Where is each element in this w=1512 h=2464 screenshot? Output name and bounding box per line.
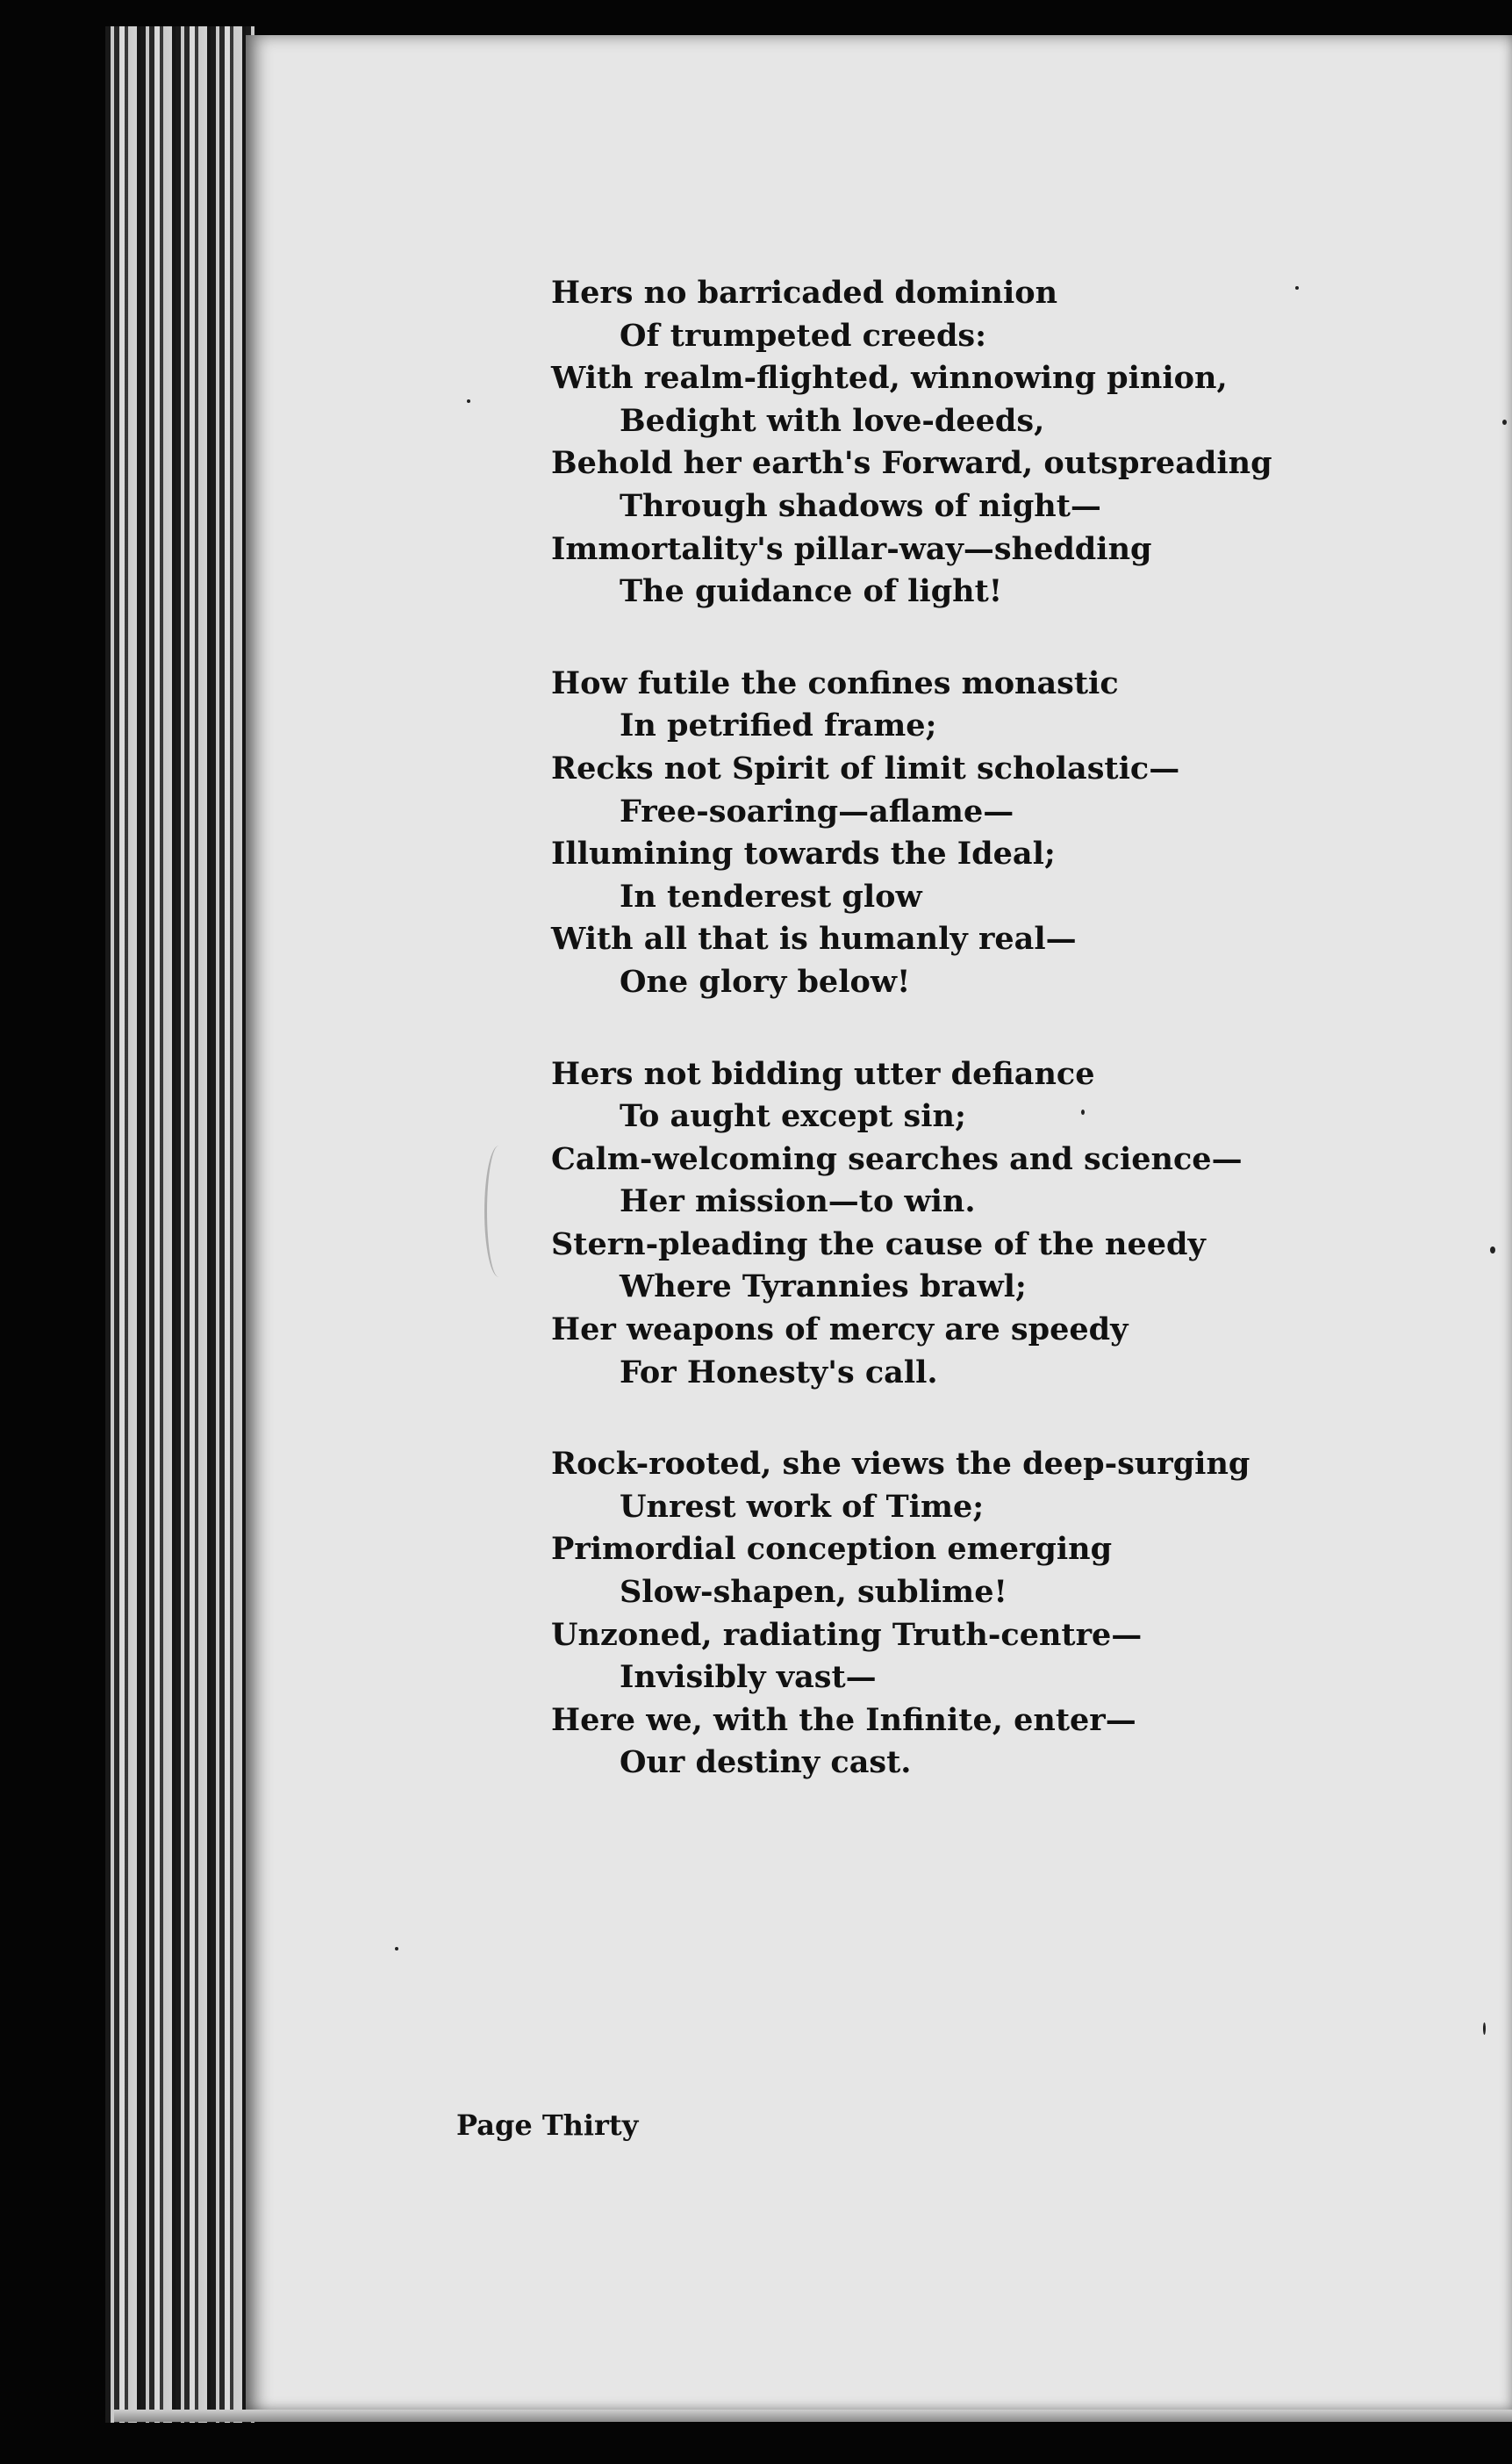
poem-line: Immortality's pillar-way—shedding — [551, 530, 1152, 567]
poem-line: Illumining towards the Ideal; — [551, 836, 1056, 873]
poem-line: Unrest work of Time; — [620, 1488, 985, 1525]
poem-line: Stern-pleading the cause of the needy — [551, 1225, 1206, 1262]
poem-line: Where Tyrannies brawl; — [620, 1268, 1027, 1305]
poem-line: Of trumpeted creeds: — [620, 317, 987, 354]
poem-line: The guidance of light! — [620, 573, 1003, 610]
poem-line: Free-soaring—aflame— — [620, 793, 1014, 830]
poem-line: Hers not bidding utter defiance — [551, 1055, 1095, 1092]
poem-line: Recks not Spirit of limit scholastic— — [551, 750, 1180, 787]
poem-line: Rock-rooted, she views the deep-surging — [551, 1446, 1250, 1483]
poem-line: One glory below! — [620, 963, 911, 1000]
scan-speck — [1483, 2022, 1486, 2035]
poem-line: How futile the confines monastic — [551, 664, 1119, 701]
poem-line: Our destiny cast. — [620, 1744, 912, 1781]
poem-line: For Honesty's call. — [620, 1354, 938, 1390]
poem-stanza — [551, 272, 1481, 614]
scan-speck — [1295, 286, 1299, 290]
poem-line: In tenderest glow — [620, 878, 922, 915]
poem-line: Her weapons of mercy are speedy — [551, 1311, 1129, 1348]
scan-speck — [395, 1947, 398, 1950]
poem-line: Here we, with the Infinite, enter— — [551, 1701, 1136, 1738]
poem-stanza — [551, 663, 1481, 1004]
poem-line: Through shadows of night— — [620, 487, 1101, 524]
poem-line: Bedight with love-deeds, — [620, 402, 1045, 439]
poem-line: Hers no barricaded dominion — [551, 275, 1058, 311]
scan-speck — [1490, 1246, 1495, 1254]
poem-line: Invisibly vast— — [620, 1659, 877, 1696]
poem-line: With realm-flighted, winnowing pinion, — [551, 360, 1228, 397]
scan-speck — [1502, 420, 1507, 425]
poem-line: In petrified frame; — [620, 708, 937, 744]
poem-line: With all that is humanly real— — [551, 921, 1077, 958]
poem-body — [551, 272, 1481, 1834]
poem-stanza — [551, 1053, 1481, 1395]
page-bottom-edge — [114, 2410, 1512, 2422]
poem-line: Behold her earth's Forward, outspreading — [551, 445, 1272, 482]
poem-line: To aught except sin; — [620, 1098, 966, 1135]
poem-line: Calm-welcoming searches and science— — [551, 1140, 1243, 1177]
poem-line: Primordial conception emerging — [551, 1531, 1113, 1568]
poem-line: Unzoned, radiating Truth-centre— — [551, 1616, 1143, 1653]
book-binding-edge — [105, 26, 254, 2423]
poem-stanza — [551, 1443, 1481, 1785]
scan-smudge — [484, 1146, 513, 1277]
scan-speck — [467, 399, 470, 403]
scan-speck — [1081, 1110, 1085, 1115]
page-number: Page Thirty — [456, 2108, 639, 2142]
poem-line: Her mission—to win. — [620, 1183, 976, 1220]
poem-line: Slow-shapen, sublime! — [620, 1574, 1007, 1611]
